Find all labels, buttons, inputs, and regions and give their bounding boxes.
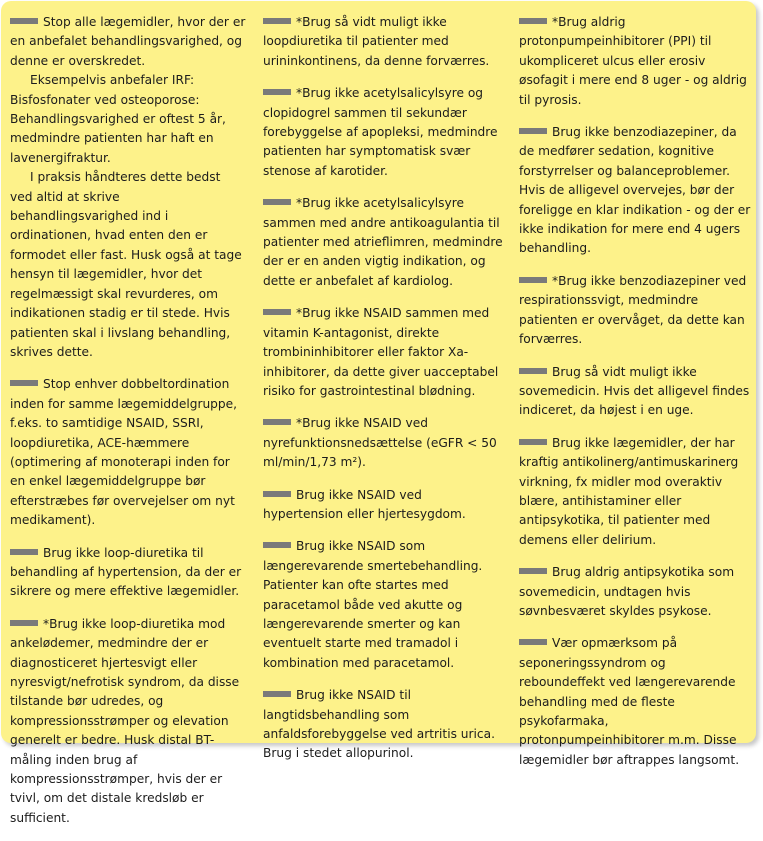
recommendations-box — [1, 1, 756, 825]
bullet-bar-icon — [263, 309, 291, 315]
bullet-bar-icon — [263, 18, 291, 24]
item-text — [519, 434, 751, 550]
list-item — [519, 272, 751, 350]
paragraph-text: Brug ikke NSAID som længerevarende smertebehandling. Patienter kan ofte startes med paracetamol både ved akutte og længerevarende smerter og kan eventuelt starte med tramadol i kombination med paracetamol. — [263, 539, 483, 670]
list-item — [519, 123, 751, 259]
item-text — [519, 13, 751, 110]
paragraph-text: Stop alle lægemidler, hvor der er en anbefalet behandlingsvarighed, og denne er overskredet. — [10, 15, 246, 68]
item-text-continued — [10, 71, 246, 168]
list-item — [519, 13, 751, 110]
item-text — [263, 486, 503, 525]
bullet-bar-icon — [263, 89, 291, 95]
list-item — [10, 375, 246, 530]
paragraph-text: Brug aldrig antipsykotika som sovemedicin, undtagen hvis søvnbesværet skyldes psykose. — [519, 565, 735, 618]
item-text — [519, 363, 751, 421]
bullet-bar-icon — [519, 18, 547, 24]
paragraph-text: Brug ikke NSAID til langtidsbehandling som anfaldsforebyggelse ved artritis urica. Brug i stedet allopurinol. — [263, 688, 495, 761]
list-item — [519, 634, 751, 770]
bullet-bar-icon — [263, 542, 291, 548]
paragraph-text: Brug så vidt muligt ikke sovemedicin. Hvis det alligevel findes indiceret, da højest i en uge. — [519, 364, 750, 418]
column-3 — [519, 13, 751, 783]
list-item — [263, 414, 503, 472]
paragraph-text: Brug ikke NSAID ved hypertension eller hjertesygdom. — [263, 487, 466, 521]
column-2 — [263, 13, 503, 777]
bullet-bar-icon — [10, 380, 38, 386]
paragraph-text: *Brug ikke benzodiazepiner ved respirationssvigt, medmindre patienten er overvåget, da dette kan forværres. — [519, 273, 747, 347]
item-text — [263, 414, 503, 472]
bullet-bar-icon — [519, 128, 547, 134]
paragraph-text: Stop enhver dobbeltordination inden for samme lægemiddelgruppe, f.eks. to samtidige NSAID, SSRI, loopdiuretika, ACE-hæmmere (optimering af monoterapi inden for en enkel lægemiddelgruppe bør efterstræbes før overvejelser om nyt medikament). — [10, 377, 238, 528]
paragraph-text: *Brug så vidt muligt ikke loopdiuretika til patienter med urininkontinens, da denne forværres. — [263, 15, 490, 68]
item-text — [519, 563, 751, 621]
paragraph-text: *Brug aldrig protonpumpeinhibitorer (PPI) til ukompliceret ulcus eller erosiv øsofagit i mere end 8 uger - og aldrig til pyrosis. — [519, 15, 747, 107]
list-item — [263, 194, 503, 291]
list-item — [519, 363, 751, 421]
paragraph-text: Vær opmærksom på seponeringssyndrom og reboundeffekt ved længerevarende behandling med de fleste psykofarmaka, protonpumpeinhibitorer m.m. Disse lægemidler bør aftrappes langsomt. — [519, 636, 740, 767]
paragraph-text: Brug ikke loop-diuretika til behandling af hypertension, da der er sikrere og mere effektive lægemidler. — [10, 545, 242, 599]
item-text — [263, 84, 503, 181]
item-text-continued — [10, 168, 246, 362]
item-text — [10, 615, 246, 828]
bullet-bar-icon — [263, 491, 291, 497]
bullet-bar-icon — [10, 549, 38, 555]
list-item — [263, 686, 503, 764]
paragraph-text: *Brug ikke loop-diuretika mod ankelødemer, medmindre der er diagnosticeret hjertesvigt eller nyresvigt/nefrotisk syndrom, da disse tilstande bør udredes, og kompressionsstrømper og elevation generelt er bedre. Husk distal BT-måling inden brug af kompressionsstrømper, hvis der er tvivl, om det distale kredsløb er sufficient. — [10, 616, 240, 825]
item-text — [10, 13, 246, 71]
item-text — [519, 123, 751, 259]
paragraph-text: *Brug ikke acetylsalicylsyre og clopidogrel sammen til sekundær forebyggelse af apopleksi, medmindre patienten har symptomatisk svær stenose af karotider. — [263, 86, 498, 178]
list-item — [10, 13, 246, 362]
paragraph-text: I praksis håndteres dette bedst ved altid at skrive behandlingsvarighed ind i ordinationen, hvad enten den er formodet eller fast. Husk også at tage hensyn til lægemidler, hvor det regelmæssigt skal revurderes, om indikationen stadig er til stede. Hvis patienten skal i livslang behandling, skrives dette. — [10, 170, 242, 359]
item-text — [263, 537, 503, 673]
paragraph-text: *Brug ikke acetylsalicylsyre sammen med andre antikoagulantia til patienter med atrieflimren, medmindre der er en anden vigtig indikation, og dette er anbefalet af kardiolog. — [263, 196, 503, 288]
bullet-bar-icon — [519, 639, 547, 645]
item-text — [10, 375, 246, 530]
item-text — [519, 634, 751, 770]
bullet-bar-icon — [519, 568, 547, 574]
bullet-bar-icon — [519, 277, 547, 283]
item-text — [263, 194, 503, 291]
list-item — [10, 615, 246, 828]
list-item — [519, 434, 751, 550]
list-item — [263, 486, 503, 525]
paragraph-text: Brug ikke lægemidler, der har kraftig antikolinerg/antimuskarinerg virkning, fx midler mod overaktiv blære, antihistaminer eller antipsykotika, til patienter med demens eller delirium. — [519, 435, 739, 547]
item-text — [263, 13, 503, 71]
bullet-bar-icon — [10, 18, 38, 24]
list-item — [263, 537, 503, 673]
bullet-bar-icon — [519, 368, 547, 374]
list-item — [519, 563, 751, 621]
list-item — [10, 544, 246, 602]
list-item — [263, 84, 503, 181]
paragraph-text: *Brug ikke NSAID sammen med vitamin K-antagonist, direkte trombininhibitorer eller faktor Xa-inhibitorer, da dette giver uacceptabel risiko for gastrointestinal blødning. — [263, 306, 499, 398]
paragraph-text: *Brug ikke NSAID ved nyrefunktionsnedsættelse (eGFR < 50 ml/min/1,73 m²). — [263, 416, 497, 470]
bullet-bar-icon — [263, 691, 291, 697]
item-text — [519, 272, 751, 350]
bullet-bar-icon — [263, 199, 291, 205]
bullet-bar-icon — [519, 439, 547, 445]
paragraph-text: Brug ikke benzodiazepiner, da de medfører sedation, kognitive forstyrrelser og balanceproblemer. Hvis de alligevel overvejes, bør der foreligge en klar indikation - og der er ikke indikation for mere end 4 ugers behandling. — [519, 125, 751, 256]
paragraph-text: Eksempelvis anbefaler IRF: Bisfosfonater ved osteoporose: Behandlingsvarighed er oftest 5 år, medmindre patienten har haft en lavenergifraktur. — [10, 73, 226, 165]
list-item — [263, 13, 503, 71]
bullet-bar-icon — [263, 419, 291, 425]
item-text — [10, 544, 246, 602]
column-1 — [10, 13, 246, 841]
list-item — [263, 304, 503, 401]
item-text — [263, 686, 503, 764]
bullet-bar-icon — [10, 620, 38, 626]
item-text — [263, 304, 503, 401]
